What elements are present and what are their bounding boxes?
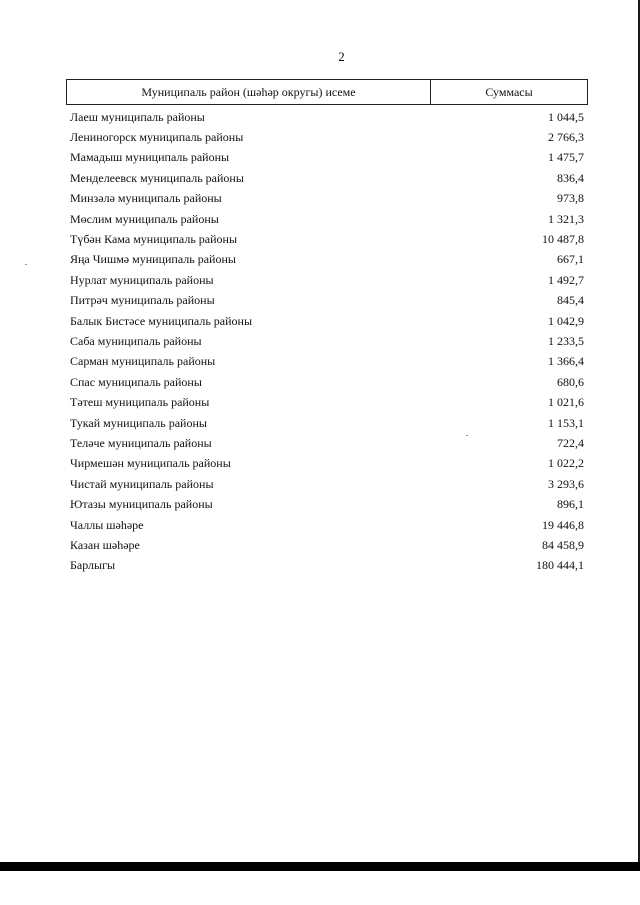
row-value: 722,4 bbox=[557, 435, 584, 450]
table-row bbox=[70, 229, 584, 249]
table-body bbox=[70, 107, 584, 576]
row-name: Нурлат муниципаль районы bbox=[70, 272, 214, 287]
row-name: Лениногорск муниципаль районы bbox=[70, 130, 244, 145]
row-name: Спас муниципаль районы bbox=[70, 374, 202, 389]
row-value: 1 475,7 bbox=[548, 150, 584, 165]
table-row bbox=[70, 556, 584, 576]
table-row bbox=[70, 392, 584, 412]
row-value: 1 233,5 bbox=[548, 333, 584, 348]
row-name: Түбән Кама муниципаль районы bbox=[70, 232, 238, 247]
row-name: Саба муниципаль районы bbox=[70, 333, 202, 348]
row-value: 10 487,8 bbox=[542, 232, 584, 247]
row-name: Ютазы муниципаль районы bbox=[70, 497, 213, 512]
row-name: Барлыгы bbox=[70, 558, 116, 573]
row-value: 1 366,4 bbox=[548, 354, 584, 369]
table-row bbox=[70, 270, 584, 290]
table-row bbox=[70, 454, 584, 474]
row-value: 2 766,3 bbox=[548, 130, 584, 145]
table-row bbox=[70, 127, 584, 147]
row-value: 180 444,1 bbox=[536, 558, 584, 573]
table-row bbox=[70, 250, 584, 270]
table-row bbox=[70, 352, 584, 372]
row-name: Лаеш муниципаль районы bbox=[70, 109, 205, 124]
table-row bbox=[70, 331, 584, 351]
scan-speck bbox=[25, 264, 27, 265]
row-name: Чаллы шәһәре bbox=[70, 517, 144, 532]
table-row bbox=[70, 209, 584, 229]
table-row bbox=[70, 189, 584, 209]
header-sum-column: Суммасы bbox=[485, 84, 533, 99]
row-value: 1 153,1 bbox=[548, 415, 584, 430]
table-row bbox=[70, 107, 584, 127]
table-header bbox=[66, 79, 588, 105]
scan-speck bbox=[466, 435, 468, 436]
row-name: Казан шәһәре bbox=[70, 537, 140, 552]
row-name: Мөслим муниципаль районы bbox=[70, 211, 219, 226]
row-value: 1 022,2 bbox=[548, 456, 584, 471]
row-name: Чирмешән муниципаль районы bbox=[70, 456, 231, 471]
row-value: 667,1 bbox=[557, 252, 584, 267]
row-value: 1 042,9 bbox=[548, 313, 584, 328]
row-value: 1 021,6 bbox=[548, 395, 584, 410]
row-name: Чистай муниципаль районы bbox=[70, 476, 214, 491]
table-row bbox=[70, 291, 584, 311]
table-row bbox=[70, 148, 584, 168]
row-name: Яңа Чишмә муниципаль районы bbox=[70, 252, 236, 267]
table-row bbox=[70, 474, 584, 494]
row-name: Тәтеш муниципаль районы bbox=[70, 395, 210, 410]
row-value: 19 446,8 bbox=[542, 517, 584, 532]
table-row bbox=[70, 413, 584, 433]
row-value: 1 321,3 bbox=[548, 211, 584, 226]
row-value: 1 492,7 bbox=[548, 272, 584, 287]
row-value: 845,4 bbox=[557, 293, 584, 308]
table-row bbox=[70, 168, 584, 188]
row-name: Менделеевск муниципаль районы bbox=[70, 170, 244, 185]
table-row bbox=[70, 515, 584, 535]
row-value: 836,4 bbox=[557, 170, 584, 185]
header-name-column: Муниципаль район (шәһәр округы) исеме bbox=[67, 80, 431, 104]
table-row bbox=[70, 311, 584, 331]
row-value: 1 044,5 bbox=[548, 109, 584, 124]
table-row bbox=[70, 372, 584, 392]
row-name: Минзәлә муниципаль районы bbox=[70, 191, 222, 206]
row-value: 896,1 bbox=[557, 497, 584, 512]
row-name: Теләче муниципаль районы bbox=[70, 435, 212, 450]
table-row bbox=[70, 494, 584, 514]
row-value: 680,6 bbox=[557, 374, 584, 389]
table-row bbox=[70, 433, 584, 453]
table-row bbox=[70, 535, 584, 555]
row-name: Мамадыш муниципаль районы bbox=[70, 150, 230, 165]
row-name: Питрәч муниципаль районы bbox=[70, 293, 215, 308]
row-name: Сарман муниципаль районы bbox=[70, 354, 216, 369]
row-value: 84 458,9 bbox=[542, 537, 584, 552]
row-value: 973,8 bbox=[557, 191, 584, 206]
row-name: Балык Бистәсе муниципаль районы bbox=[70, 313, 253, 328]
page-number: 2 bbox=[338, 49, 345, 64]
row-value: 3 293,6 bbox=[548, 476, 584, 491]
row-name: Тукай муниципаль районы bbox=[70, 415, 207, 430]
scan-bottom-bar bbox=[0, 862, 640, 871]
